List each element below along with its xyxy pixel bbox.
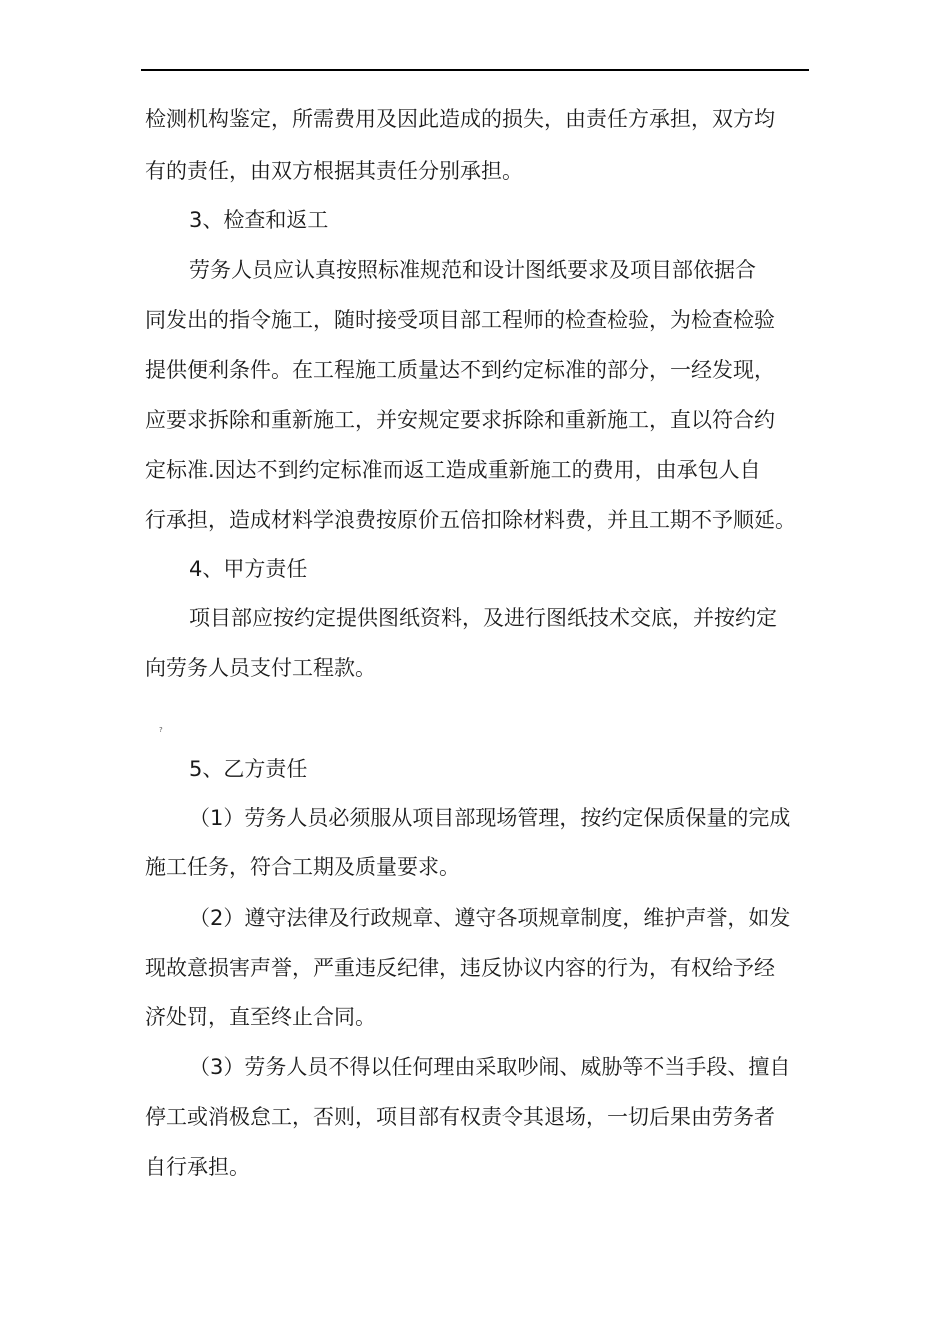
paragraph-line: 检测机构鉴定，所需费用及因此造成的损失，由责任方承担，双方均	[145, 107, 775, 131]
paragraph-line: （3）劳务人员不得以任何理由采取吵闹、威胁等不当手段、擅自	[189, 1055, 791, 1079]
paragraph-line: 项目部应按约定提供图纸资料，及进行图纸技术交底，并按约定	[189, 606, 777, 630]
stray-mark: ?	[159, 726, 163, 734]
section-heading: 4、甲方责任	[189, 557, 308, 581]
paragraph-line: （2）遵守法律及行政规章、遵守各项规章制度，维护声誉，如发	[189, 906, 791, 930]
paragraph-line: 向劳务人员支付工程款。	[145, 656, 376, 680]
paragraph-line: 行承担，造成材料学浪费按原价五倍扣除材料费，并且工期不予顺延。	[145, 508, 796, 532]
paragraph-line: 有的责任，由双方根据其责任分别承担。	[145, 159, 523, 183]
paragraph-line: 劳务人员应认真按照标准规范和设计图纸要求及项目部依据合	[189, 258, 756, 282]
paragraph-line: （1）劳务人员必须服从项目部现场管理，按约定保质保量的完成	[189, 806, 791, 830]
paragraph-line: 应要求拆除和重新施工，并安规定要求拆除和重新施工，直以符合约	[145, 408, 775, 432]
paragraph-line: 定标准.因达不到约定标准而返工造成重新施工的费用，由承包人自	[145, 458, 761, 482]
paragraph-line: 济处罚，直至终止合同。	[145, 1005, 376, 1029]
paragraph-line: 同发出的指令施工，随时接受项目部工程师的检查检验，为检查检验	[145, 308, 775, 332]
section-heading: 5、乙方责任	[189, 757, 308, 781]
section-heading: 3、检查和返工	[189, 208, 329, 232]
paragraph-line: 提供便利条件。在工程施工质量达不到约定标准的部分，一经发现，	[145, 358, 775, 382]
paragraph-line: 自行承担。	[145, 1155, 250, 1179]
header-rule	[141, 69, 809, 71]
paragraph-line: 停工或消极怠工，否则，项目部有权责令其退场，一切后果由劳务者	[145, 1105, 775, 1129]
paragraph-line: 施工任务，符合工期及质量要求。	[145, 855, 460, 879]
paragraph-line: 现故意损害声誉，严重违反纪律，违反协议内容的行为，有权给予经	[145, 956, 775, 980]
